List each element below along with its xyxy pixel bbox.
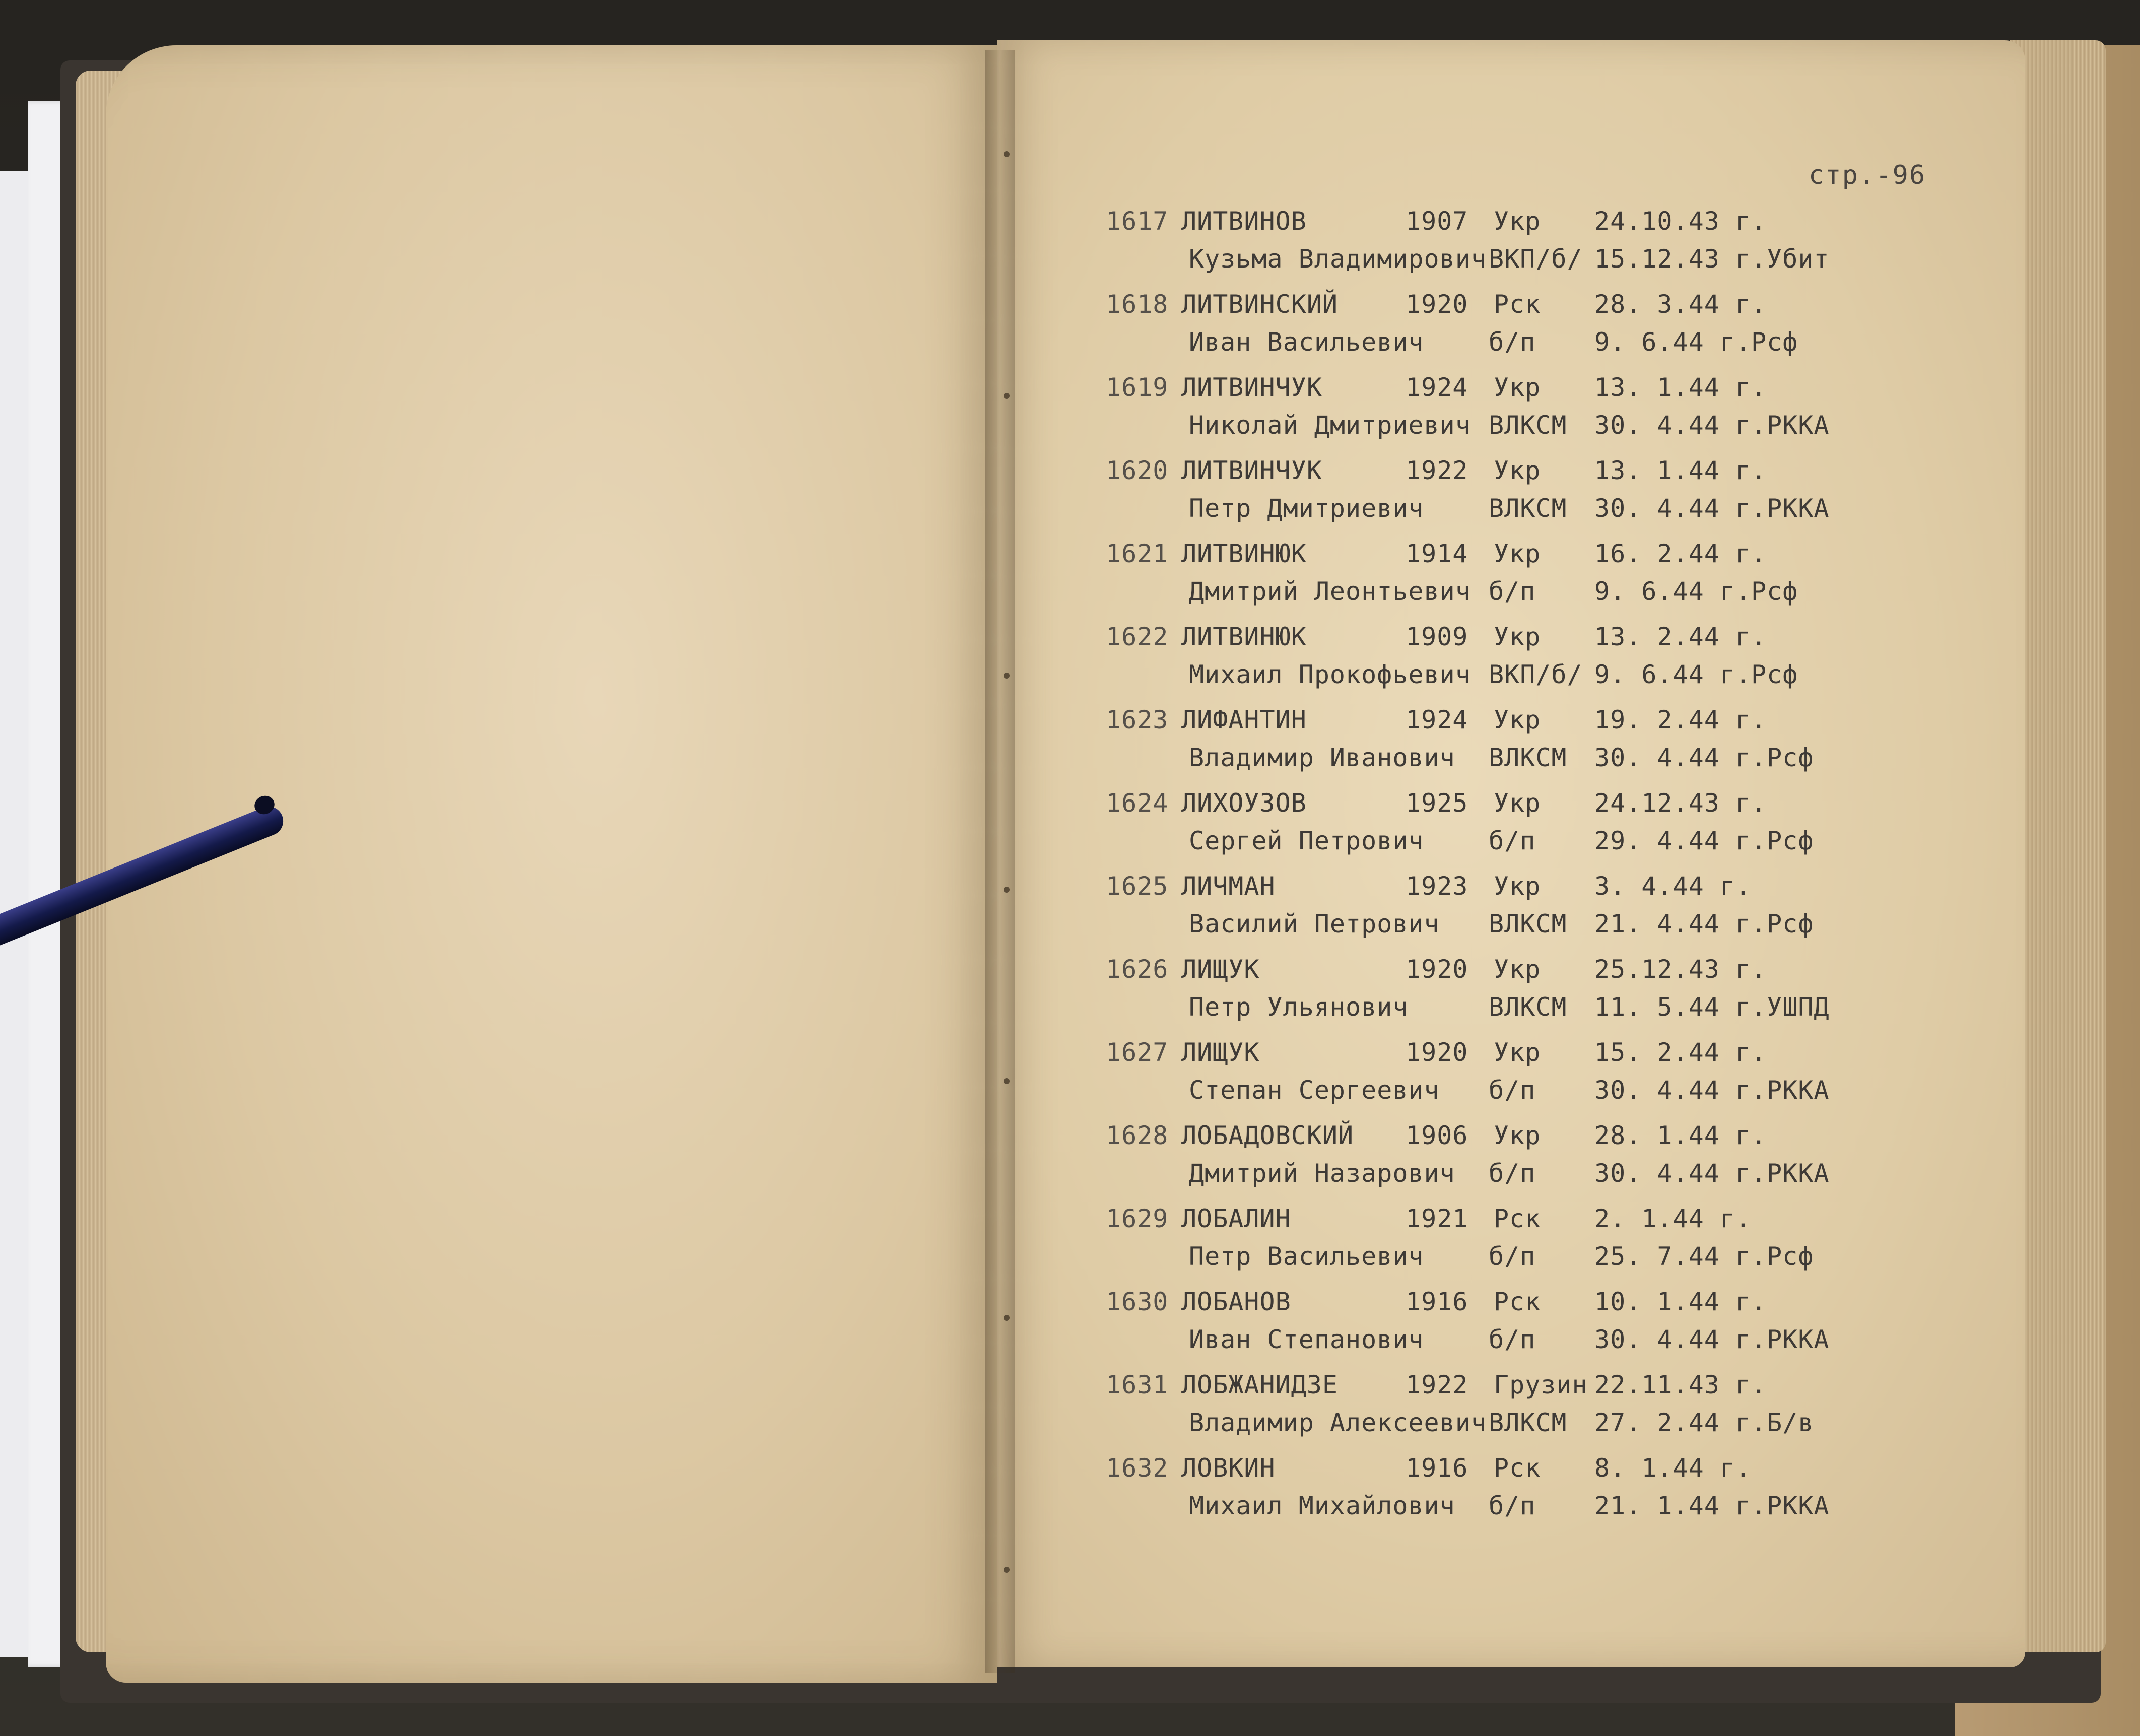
entry-birth-year: 1925 [1406, 788, 1468, 818]
register-entry [1106, 539, 1892, 622]
entry-date-in: 13. 1.44 г. [1594, 373, 1767, 402]
entry-date-in: 3. 4.44 г. [1594, 872, 1752, 901]
entry-given-name: Кузьма Владимирович [1189, 244, 1487, 274]
entry-given-name: Степан Сергеевич [1189, 1076, 1440, 1105]
entry-surname: ЛИТВИНЮК [1181, 539, 1307, 568]
entry-surname: ЛИЧМАН [1181, 872, 1276, 901]
entry-number: 1628 [1106, 1121, 1169, 1150]
entry-given-name: Владимир Иванович [1189, 743, 1455, 772]
entry-nationality: Укр [1494, 373, 1541, 402]
entry-birth-year: 1922 [1406, 456, 1468, 485]
entry-date-out: 30. 4.44 г.РККА [1594, 411, 1830, 440]
entry-given-name: Дмитрий Назарович [1189, 1159, 1455, 1188]
entry-date-in: 24.12.43 г. [1594, 788, 1767, 818]
entry-birth-year: 1920 [1406, 290, 1468, 319]
entry-birth-year: 1907 [1406, 207, 1468, 236]
entry-birth-year: 1914 [1406, 539, 1468, 568]
entry-party: б/п [1489, 1076, 1536, 1105]
entry-number: 1631 [1106, 1370, 1169, 1399]
entry-number: 1626 [1106, 955, 1169, 984]
entry-surname: ЛИХОУЗОВ [1181, 788, 1307, 818]
entry-party: б/п [1489, 1491, 1536, 1520]
entry-surname: ЛИТВИНСКИЙ [1181, 290, 1339, 319]
binding-hole [1004, 887, 1010, 893]
entry-nationality: Укр [1494, 207, 1541, 236]
entry-given-name: Сергей Петрович [1189, 826, 1424, 855]
entry-number: 1618 [1106, 290, 1169, 319]
entry-birth-year: 1909 [1406, 622, 1468, 651]
entry-nationality: Рск [1494, 290, 1541, 319]
entry-number: 1629 [1106, 1204, 1169, 1233]
entry-date-out: 30. 4.44 г.РККА [1594, 494, 1830, 523]
entry-nationality: Рск [1494, 1287, 1541, 1316]
entry-given-name: Петр Васильевич [1189, 1242, 1424, 1271]
entry-date-in: 16. 2.44 г. [1594, 539, 1767, 568]
register-entry [1106, 1370, 1892, 1453]
entry-given-name: Михаил Михайлович [1189, 1491, 1455, 1520]
entry-nationality: Рск [1494, 1204, 1541, 1233]
entry-birth-year: 1922 [1406, 1370, 1468, 1399]
entry-number: 1624 [1106, 788, 1169, 818]
entry-date-out: 11. 5.44 г.УШПД [1594, 992, 1830, 1022]
entry-date-in: 28. 1.44 г. [1594, 1121, 1767, 1150]
entry-date-in: 13. 1.44 г. [1594, 456, 1767, 485]
entry-birth-year: 1916 [1406, 1287, 1468, 1316]
entry-surname: ЛИТВИНЧУК [1181, 373, 1322, 402]
register-entry [1106, 1453, 1892, 1537]
register-entry [1106, 955, 1892, 1038]
binding-hole [1004, 1315, 1010, 1321]
entry-party: ВКП/б/ [1489, 660, 1583, 689]
binding-hole [1004, 1078, 1010, 1084]
register-entry [1106, 788, 1892, 872]
register-entry [1106, 1121, 1892, 1204]
register-entries [1106, 207, 1892, 1537]
binding-hole [1004, 393, 1010, 399]
entry-birth-year: 1923 [1406, 872, 1468, 901]
entry-party: ВКП/б/ [1489, 244, 1583, 274]
entry-date-in: 19. 2.44 г. [1594, 705, 1767, 735]
entry-given-name: Дмитрий Леонтьевич [1189, 577, 1471, 606]
entry-birth-year: 1920 [1406, 1038, 1468, 1067]
register-entry [1106, 705, 1892, 788]
entry-surname: ЛИЩУК [1181, 955, 1260, 984]
entry-given-name: Иван Степанович [1189, 1325, 1424, 1354]
entry-birth-year: 1906 [1406, 1121, 1468, 1150]
entry-number: 1632 [1106, 1453, 1169, 1483]
page-number: стр.-96 [1809, 160, 1926, 190]
entry-date-in: 25.12.43 г. [1594, 955, 1767, 984]
entry-date-out: 21. 1.44 г.РККА [1594, 1491, 1830, 1520]
entry-number: 1630 [1106, 1287, 1169, 1316]
register-entry [1106, 373, 1892, 456]
entry-date-out: 30. 4.44 г.Рсф [1594, 743, 1814, 772]
entry-nationality: Укр [1494, 539, 1541, 568]
left-page-blank [106, 45, 997, 1683]
entry-number: 1617 [1106, 207, 1169, 236]
entry-given-name: Иван Васильевич [1189, 327, 1424, 357]
entry-date-in: 24.10.43 г. [1594, 207, 1767, 236]
entry-nationality: Укр [1494, 1121, 1541, 1150]
entry-birth-year: 1921 [1406, 1204, 1468, 1233]
entry-date-out: 9. 6.44 г.Рсф [1594, 577, 1798, 606]
entry-date-out: 25. 7.44 г.Рсф [1594, 1242, 1814, 1271]
entry-party: б/п [1489, 1242, 1536, 1271]
entry-surname: ЛИТВИНОВ [1181, 207, 1307, 236]
register-entry [1106, 1287, 1892, 1370]
entry-nationality: Укр [1494, 456, 1541, 485]
entry-date-in: 8. 1.44 г. [1594, 1453, 1752, 1483]
entry-surname: ЛОБАДОВСКИЙ [1181, 1121, 1354, 1150]
entry-given-name: Николай Дмитриевич [1189, 411, 1471, 440]
entry-given-name: Петр Ульянович [1189, 992, 1409, 1022]
entry-surname: ЛИТВИНЮК [1181, 622, 1307, 651]
entry-date-out: 29. 4.44 г.Рсф [1594, 826, 1814, 855]
entry-date-out: 21. 4.44 г.Рсф [1594, 909, 1814, 939]
entry-birth-year: 1920 [1406, 955, 1468, 984]
entry-nationality: Укр [1494, 1038, 1541, 1067]
binding-hole [1004, 673, 1010, 679]
entry-birth-year: 1916 [1406, 1453, 1468, 1483]
entry-nationality: Укр [1494, 705, 1541, 735]
entry-date-in: 13. 2.44 г. [1594, 622, 1767, 651]
entry-surname: ЛОБАЛИН [1181, 1204, 1291, 1233]
entry-party: ВЛКСМ [1489, 909, 1567, 939]
entry-date-out: 9. 6.44 г.Рсф [1594, 327, 1798, 357]
entry-number: 1621 [1106, 539, 1169, 568]
entry-party: б/п [1489, 826, 1536, 855]
book-gutter [985, 50, 1015, 1673]
entry-nationality: Укр [1494, 788, 1541, 818]
entry-nationality: Укр [1494, 872, 1541, 901]
entry-surname: ЛОБЖАНИДЗЕ [1181, 1370, 1339, 1399]
entry-given-name: Владимир Алексеевич [1189, 1408, 1487, 1437]
register-entry [1106, 872, 1892, 955]
entry-given-name: Василий Петрович [1189, 909, 1440, 939]
entry-given-name: Петр Дмитриевич [1189, 494, 1424, 523]
entry-party: б/п [1489, 1325, 1536, 1354]
entry-surname: ЛОБАНОВ [1181, 1287, 1291, 1316]
entry-party: ВЛКСМ [1489, 992, 1567, 1022]
entry-date-in: 22.11.43 г. [1594, 1370, 1767, 1399]
entry-date-out: 27. 2.44 г.Б/в [1594, 1408, 1814, 1437]
entry-date-out: 15.12.43 г.Убит [1594, 244, 1830, 274]
entry-surname: ЛИЩУК [1181, 1038, 1260, 1067]
register-entry [1106, 1038, 1892, 1121]
binding-hole [1004, 1567, 1010, 1573]
entry-nationality: Грузин [1494, 1370, 1588, 1399]
entry-party: ВЛКСМ [1489, 494, 1567, 523]
entry-date-in: 10. 1.44 г. [1594, 1287, 1767, 1316]
entry-number: 1623 [1106, 705, 1169, 735]
entry-party: б/п [1489, 327, 1536, 357]
entry-date-in: 2. 1.44 г. [1594, 1204, 1752, 1233]
binding-hole [1004, 151, 1010, 157]
entry-date-out: 30. 4.44 г.РККА [1594, 1325, 1830, 1354]
entry-party: ВЛКСМ [1489, 411, 1567, 440]
register-entry [1106, 207, 1892, 290]
entry-party: б/п [1489, 1159, 1536, 1188]
entry-surname: ЛОВКИН [1181, 1453, 1276, 1483]
entry-party: ВЛКСМ [1489, 743, 1567, 772]
entry-number: 1620 [1106, 456, 1169, 485]
entry-date-in: 15. 2.44 г. [1594, 1038, 1767, 1067]
entry-number: 1619 [1106, 373, 1169, 402]
register-entry [1106, 622, 1892, 705]
entry-number: 1625 [1106, 872, 1169, 901]
entry-party: б/п [1489, 577, 1536, 606]
register-entry [1106, 1204, 1892, 1287]
entry-given-name: Михаил Прокофьевич [1189, 660, 1471, 689]
entry-surname: ЛИТВИНЧУК [1181, 456, 1322, 485]
entry-date-out: 30. 4.44 г.РККА [1594, 1159, 1830, 1188]
entry-nationality: Укр [1494, 955, 1541, 984]
entry-number: 1627 [1106, 1038, 1169, 1067]
entry-date-out: 9. 6.44 г.Рсф [1594, 660, 1798, 689]
entry-birth-year: 1924 [1406, 705, 1468, 735]
entry-number: 1622 [1106, 622, 1169, 651]
entry-date-in: 28. 3.44 г. [1594, 290, 1767, 319]
entry-birth-year: 1924 [1406, 373, 1468, 402]
entry-nationality: Укр [1494, 622, 1541, 651]
entry-date-out: 30. 4.44 г.РККА [1594, 1076, 1830, 1105]
register-entry [1106, 290, 1892, 373]
entry-nationality: Рск [1494, 1453, 1541, 1483]
entry-surname: ЛИФАНТИН [1181, 705, 1307, 735]
register-entry [1106, 456, 1892, 539]
entry-party: ВЛКСМ [1489, 1408, 1567, 1437]
